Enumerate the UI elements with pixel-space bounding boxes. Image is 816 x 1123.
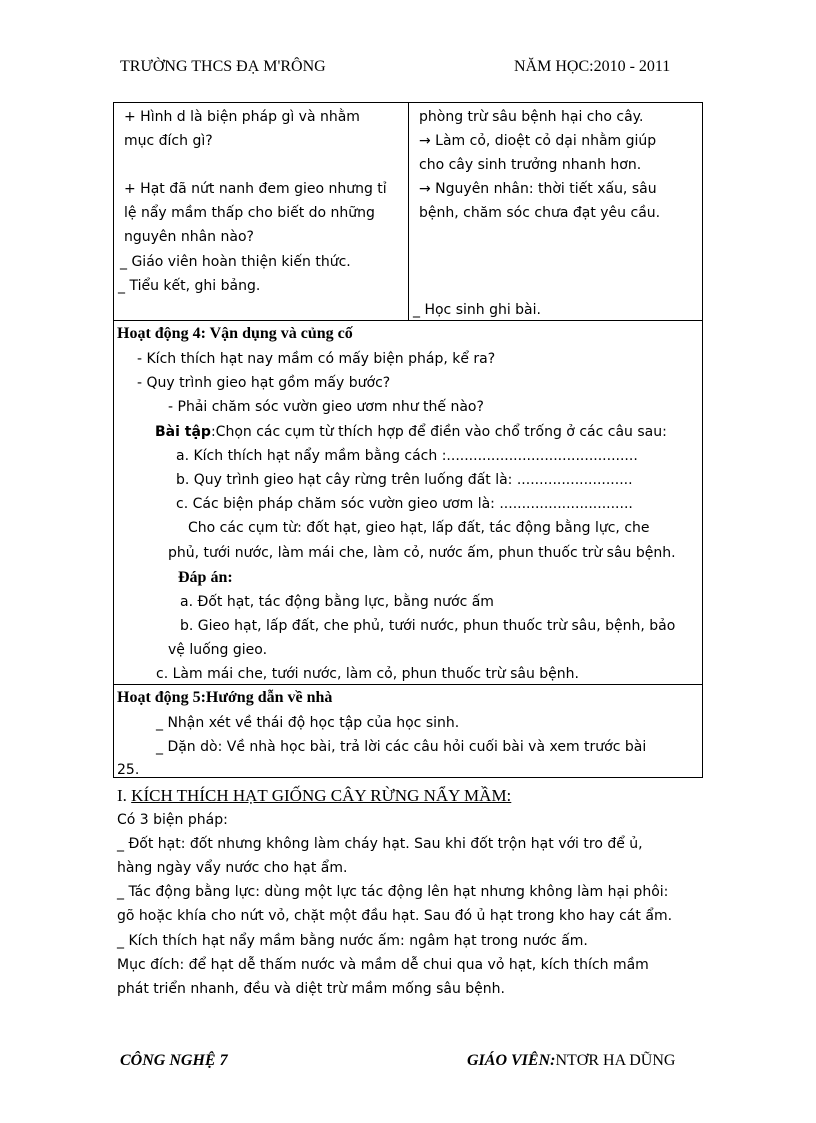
body-line: hàng ngày vẩy nước cho hạt ẩm. bbox=[117, 860, 348, 876]
answer-item: b. Gieo hạt, lấp đất, che phủ, tưới nước, phun thuốc trừ sâu, bệnh, bảo bbox=[180, 618, 676, 634]
body-line: Mục đích: để hạt dễ thấm nước và mầm dễ chui qua vỏ hạt, kích thích mầm bbox=[117, 957, 649, 973]
question-line: + Hình d là biện pháp gì và nhằm bbox=[124, 109, 360, 125]
answer-line: → Nguyên nhân: thời tiết xấu, sâu bbox=[419, 181, 657, 197]
question-line: + Hạt đã nứt nanh đem gieo nhưng tỉ bbox=[124, 181, 387, 197]
section-title bbox=[117, 786, 511, 806]
body-line: _ Đốt hạt: đốt nhưng không làm cháy hạt. Sau khi đốt trộn hạt với tro để ủ, bbox=[117, 836, 643, 852]
homework-line: _ Dặn dò: Về nhà học bài, trả lời các câu hỏi cuối bài và xem trước bài bbox=[156, 739, 647, 755]
exercise-item: b. Quy trình gieo hạt cây rừng trên luống đất là: .......................... bbox=[176, 472, 633, 488]
exercise-text: Chọn các cụm từ thích hợp để điền vào chổ trống ở các câu sau: bbox=[215, 424, 667, 440]
section-heading: KÍCH THÍCH HẠT GIỐNG CÂY RỪNG NẨY MẦM: bbox=[131, 786, 512, 805]
body-line: _ Tác động bằng lực: dùng một lực tác động lên hạt nhưng không làm hại phôi: bbox=[117, 884, 669, 900]
answer-item: c. Làm mái che, tưới nước, làm cỏ, phun thuốc trừ sâu bệnh. bbox=[156, 666, 579, 682]
answer-line: cho cây sinh trưởng nhanh hơn. bbox=[419, 157, 642, 173]
footer-subject: CÔNG NGHỆ 7 bbox=[120, 1052, 228, 1069]
review-question: - Phải chăm sóc vườn gieo ươm như thế nào? bbox=[168, 399, 484, 415]
student-action: _ Học sinh ghi bài. bbox=[413, 302, 541, 318]
homework-line: 25. bbox=[117, 762, 140, 778]
footer-teacher bbox=[467, 1052, 675, 1070]
school-name: TRƯỜNG THCS ĐẠ M'RÔNG bbox=[120, 58, 326, 75]
body-line: gõ hoặc khía cho nứt vỏ, chặt một đầu hạt. Sau đó ủ hạt trong kho hay cát ẩm. bbox=[117, 908, 673, 924]
body-line: _ Kích thích hạt nẩy mầm bằng nước ấm: ngâm hạt trong nước ấm. bbox=[117, 933, 588, 949]
exercise-label: Bài tập bbox=[155, 424, 211, 440]
homework-line: _ Nhận xét về thái độ học tập của học sinh. bbox=[156, 715, 460, 731]
teacher-action: _ Tiểu kết, ghi bảng. bbox=[118, 278, 261, 294]
activity-5-title: Hoạt động 5:Hướng dẫn về nhà bbox=[117, 689, 333, 706]
exercise-prompt: Bài tập:Chọn các cụm từ thích hợp để điền vào chổ trống ở các câu sau: bbox=[155, 424, 667, 440]
review-question: - Kích thích hạt nay mầm có mấy biện pháp, kể ra? bbox=[137, 351, 496, 367]
school-year: NĂM HỌC:2010 - 2011 bbox=[514, 58, 671, 75]
activity-4-title: Hoạt động 4: Vận dụng và củng cố bbox=[117, 325, 353, 342]
exercise-item: c. Các biện pháp chăm sóc vườn gieo ươm là: .............................. bbox=[176, 496, 633, 512]
body-line: phát triển nhanh, đều và diệt trừ mầm mống sâu bệnh. bbox=[117, 981, 505, 997]
teacher-label: GIÁO VIÊN: bbox=[467, 1052, 556, 1069]
section-prefix: I. bbox=[117, 786, 132, 805]
answer-line: phòng trừ sâu bệnh hại cho cây. bbox=[419, 109, 644, 125]
answer-item: vệ luống gieo. bbox=[168, 642, 268, 658]
teacher-action: _ Giáo viên hoàn thiện kiến thức. bbox=[120, 254, 351, 270]
body-line: Có 3 biện pháp: bbox=[117, 812, 228, 828]
answer-item: a. Đốt hạt, tác động bằng lực, bằng nước ấm bbox=[180, 594, 494, 610]
answer-line: bệnh, chăm sóc chưa đạt yêu cầu. bbox=[419, 205, 661, 221]
question-line: nguyên nhân nào? bbox=[124, 229, 254, 245]
question-line: lệ nẩy mầm thấp cho biết do những bbox=[124, 205, 375, 221]
answer-label: Đáp án: bbox=[178, 569, 233, 586]
exercise-item: a. Kích thích hạt nẩy mầm bằng cách :........................................... bbox=[176, 448, 638, 464]
teacher-name: NTƠR HA DŨNG bbox=[555, 1052, 676, 1069]
word-bank: Cho các cụm từ: đốt hạt, gieo hạt, lấp đất, tác động bằng lực, che bbox=[188, 520, 650, 536]
answer-line: → Làm cỏ, dioệt cỏ dại nhằm giúp bbox=[419, 133, 657, 149]
review-question: - Quy trình gieo hạt gồm mấy bước? bbox=[137, 375, 391, 391]
word-bank: phủ, tưới nước, làm mái che, làm cỏ, nước ấm, phun thuốc trừ sâu bệnh. bbox=[168, 545, 676, 561]
question-line: mục đích gì? bbox=[124, 133, 213, 149]
